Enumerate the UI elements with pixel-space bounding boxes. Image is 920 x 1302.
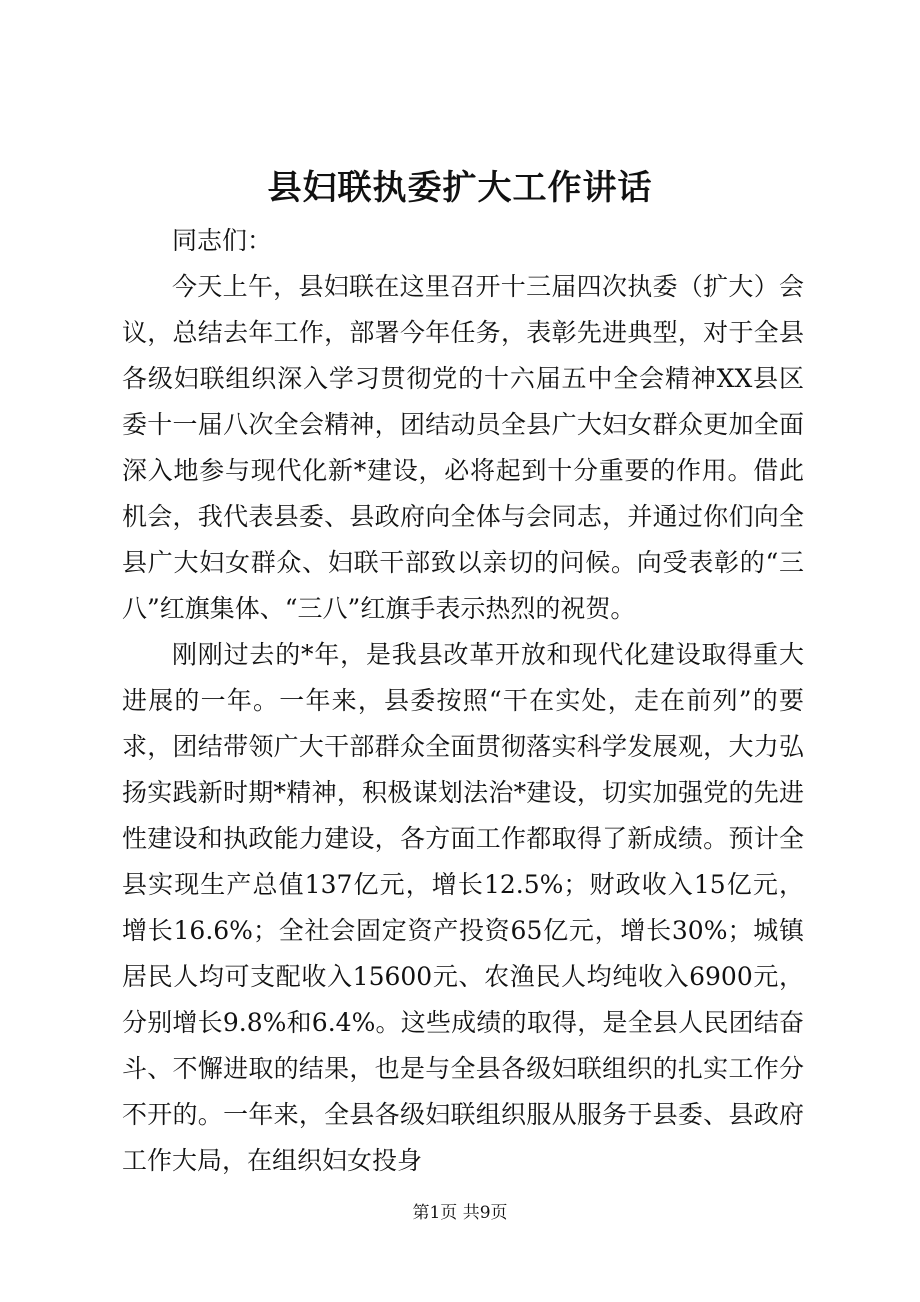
document-body	[122, 218, 804, 1184]
document-title: 县妇联执委扩大工作讲话	[267, 168, 653, 208]
body-paragraph: 刚刚过去的*年，是我县改革开放和现代化建设取得重大进展的一年。一年来，县委按照“干在实处，走在前列”的要求，团结带领广大干部群众全面贯彻落实科学发展观，大力弘扬实践新时期*精神，积极谋划法治*建设，切实加强党的先进性建设和执政能力建设，各方面工作都取得了新成绩。预计全县实现生产总值137亿元，增长12.5%；财政收入15亿元，增长16.6%；全社会固定资产投资65亿元，增长30%；城镇居民人均可支配收入15600元、农渔民人均纯收入6900元，分别增长9.8%和6.4%。这些成绩的取得，是全县人民团结奋斗、不懈进取的结果，也是与全县各级妇联组织的扎实工作分不开的。一年来，全县各级妇联组织服从服务于县委、县政府工作大局，在组织妇女投身	[122, 640, 804, 1175]
body-paragraph: 今天上午，县妇联在这里召开十三届四次执委（扩大）会议，总结去年工作，部署今年任务，表彰先进典型，对于全县各级妇联组织深入学习贯彻党的十六届五中全会精神XX县区委十一届八次全会精神，团结动员全县广大妇女群众更加全面深入地参与现代化新*建设，必将起到十分重要的作用。借此机会，我代表县委、县政府向全体与会同志，并通过你们向全县广大妇女群众、妇联干部致以亲切的问候。向受表彰的“三八”红旗集体、“三八”红旗手表示热烈的祝贺。	[122, 272, 804, 623]
page-number-footer: 第1页 共9页	[412, 1203, 508, 1223]
salutation-paragraph: 同志们：	[172, 226, 273, 255]
